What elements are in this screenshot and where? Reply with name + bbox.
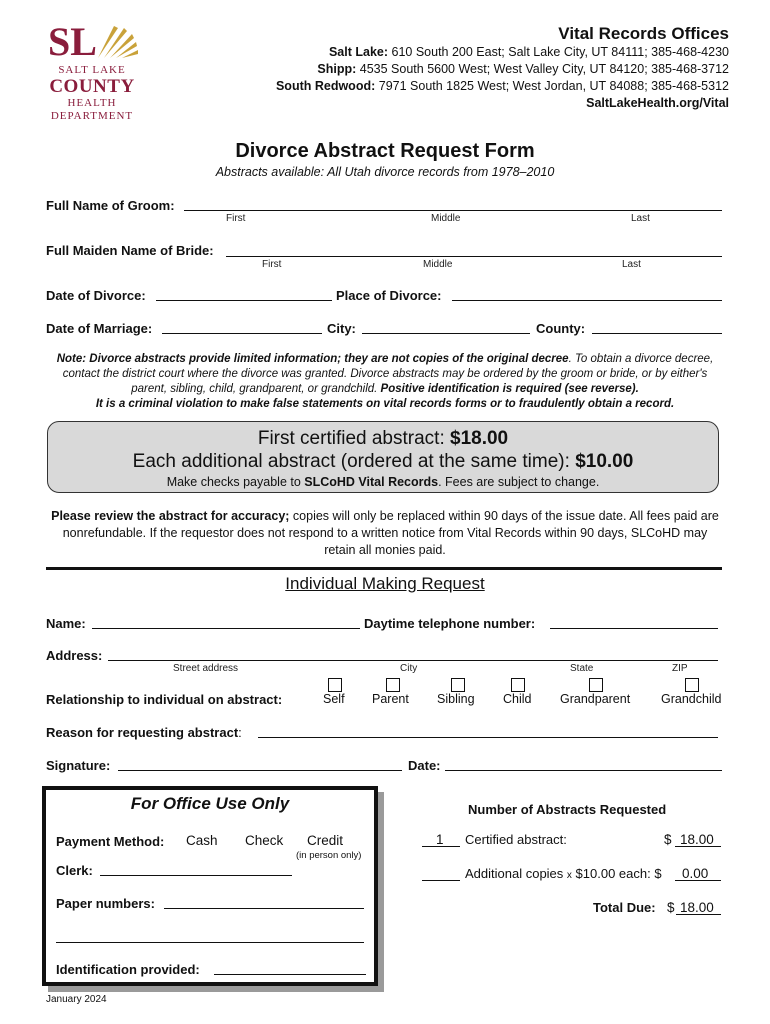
credit-note: (in person only): [296, 850, 362, 861]
logo-line-3: HEALTH: [67, 97, 117, 109]
date-field[interactable]: [445, 770, 722, 771]
additional-copies-line: [465, 866, 662, 881]
certified-qty: 1: [436, 832, 444, 847]
certified-dollar: $: [664, 832, 672, 847]
place-divorce-label: Place of Divorce:: [336, 288, 442, 303]
clerk-label: Clerk:: [56, 863, 93, 878]
groom-middle-caption: Middle: [431, 213, 461, 224]
name-label: Name:: [46, 616, 86, 631]
additional-value: 0.00: [682, 866, 709, 881]
option-child: Child: [503, 692, 532, 706]
checkbox-sibling[interactable]: [451, 678, 465, 692]
city-field[interactable]: [362, 333, 530, 334]
reason-label-wrap: Reason for requesting abstract:: [46, 725, 242, 740]
note-paragraph: Note: Divorce abstracts provide limited information; they are not copies of the original decree. To obtain a divorce decree, contact the district court where the divorce was granted. Divorce abstracts may be ordered by the groom or bride, or by either's parent, sibling, child, grandparent, or grandchild. Positive identification is required (see reverse). It is a criminal violation to make false statements on vital records forms or to fraudulently obtain a record.: [56, 353, 714, 410]
form-title: Divorce Abstract Request Form: [235, 140, 535, 162]
signature-label: Signature:: [46, 758, 111, 773]
address-field[interactable]: [108, 660, 718, 661]
footer-date: January 2024: [46, 994, 107, 1005]
checkbox-parent[interactable]: [386, 678, 400, 692]
checkbox-child[interactable]: [511, 678, 525, 692]
reason-label: Reason for requesting abstract: [46, 725, 239, 740]
sunburst-icon: [94, 22, 138, 58]
place-divorce-field[interactable]: [452, 300, 722, 301]
date-label: Date:: [408, 758, 441, 773]
payment-cash[interactable]: Cash: [186, 833, 218, 848]
section-divider: [46, 567, 722, 570]
paper-label: Paper numbers:: [56, 896, 155, 911]
phone-label: Daytime telephone number:: [364, 616, 536, 631]
date-marriage-field[interactable]: [162, 333, 322, 334]
office-south-redwood: South Redwood: 7971 South 1825 West; West Jordan, UT 84088; 385-468-5312: [275, 79, 729, 93]
option-parent: Parent: [372, 692, 409, 706]
zip-caption: ZIP: [672, 663, 688, 674]
certified-value: 18.00: [680, 832, 714, 847]
total-label: Total Due:: [593, 900, 656, 915]
bride-field[interactable]: [226, 256, 722, 257]
name-field[interactable]: [92, 628, 360, 629]
fee-box: [47, 421, 719, 493]
payment-check[interactable]: Check: [245, 833, 284, 848]
office-heading: For Office Use Only: [130, 794, 290, 813]
payment-label: Payment Method:: [56, 834, 165, 849]
offices-title: Vital Records Offices: [558, 24, 729, 43]
option-grandchild: Grandchild: [661, 692, 722, 706]
street-caption: Street address: [173, 663, 239, 674]
office-use-box: [42, 786, 378, 986]
state-caption: State: [570, 663, 594, 674]
bride-first-caption: First: [262, 259, 282, 270]
county-logo: [46, 19, 138, 124]
payment-credit[interactable]: Credit: [307, 833, 344, 848]
city-caption: City: [400, 663, 418, 674]
total-dollar: $: [667, 900, 675, 915]
office-list: [276, 44, 729, 112]
bride-label: Full Maiden Name of Bride:: [46, 243, 214, 258]
fee-additional: Each additional abstract (ordered at the same time): $10.00: [132, 451, 634, 472]
option-sibling: Sibling: [437, 692, 475, 706]
bride-last-caption: Last: [622, 259, 641, 270]
certified-label: Certified abstract:: [465, 832, 567, 847]
address-label: Address:: [46, 648, 103, 663]
logo-monogram: SL: [48, 19, 97, 64]
checkbox-self[interactable]: [328, 678, 342, 692]
date-divorce-field[interactable]: [156, 300, 332, 301]
option-grandparent: Grandparent: [560, 692, 631, 706]
city-label: City:: [327, 321, 356, 336]
county-field[interactable]: [592, 333, 722, 334]
groom-label: Full Name of Groom:: [46, 198, 175, 213]
bride-middle-caption: Middle: [423, 259, 453, 270]
form-subtitle: Abstracts available: All Utah divorce records from 1978–2010: [215, 165, 555, 179]
review-paragraph: Please review the abstract for accuracy; copies will only be replaced within 90 days of the issue date. All fees paid are nonrefundable. If the requestor does not respond to a written notice from Vital Records within 90 days, SLCoHD may retain all monies paid.: [51, 509, 719, 557]
office-shipp: Shipp: 4535 South 5600 West; West Valley City, UT 84120; 385-468-3712: [317, 62, 729, 76]
fee-first: First certified abstract: $18.00: [257, 428, 509, 449]
abstracts-heading: Number of Abstracts Requested: [468, 802, 667, 817]
total-value: 18.00: [680, 900, 714, 915]
checkbox-grandchild[interactable]: [685, 678, 699, 692]
county-label: County:: [536, 321, 586, 336]
groom-first-caption: First: [226, 213, 246, 224]
phone-field[interactable]: [550, 628, 718, 629]
paper-field-2[interactable]: [56, 942, 364, 943]
additional-label: Additional copies: [465, 866, 564, 881]
logo-line-4: DEPARTMENT: [50, 110, 134, 122]
date-divorce-label: Date of Divorce:: [46, 288, 146, 303]
checkbox-grandparent[interactable]: [589, 678, 603, 692]
additional-x: x: [566, 870, 572, 881]
logo-line-2: COUNTY: [49, 76, 135, 97]
logo-line-1: SALT LAKE: [58, 64, 126, 76]
option-self: Self: [323, 692, 345, 706]
requester-heading: Individual Making Request: [285, 574, 485, 593]
office-salt-lake: Salt Lake: 610 South 200 East; Salt Lake City, UT 84111; 385-468-4230: [328, 45, 729, 59]
additional-qty-field[interactable]: [422, 880, 460, 881]
clerk-field[interactable]: [100, 875, 292, 876]
relationship-label: Relationship to individual on abstract:: [46, 692, 283, 707]
paper-field[interactable]: [164, 908, 364, 909]
groom-field[interactable]: [184, 210, 722, 211]
website-link[interactable]: SaltLakeHealth.org/Vital: [586, 96, 729, 110]
groom-last-caption: Last: [631, 213, 650, 224]
additional-rate: $10.00 each: $: [575, 866, 662, 881]
date-marriage-label: Date of Marriage:: [46, 321, 153, 336]
checks-payable: Make checks payable to SLCoHD Vital Records. Fees are subject to change.: [166, 475, 600, 489]
signature-field[interactable]: [118, 770, 402, 771]
id-label: Identification provided:: [56, 962, 200, 977]
reason-field[interactable]: [258, 737, 718, 738]
id-field[interactable]: [214, 974, 366, 975]
